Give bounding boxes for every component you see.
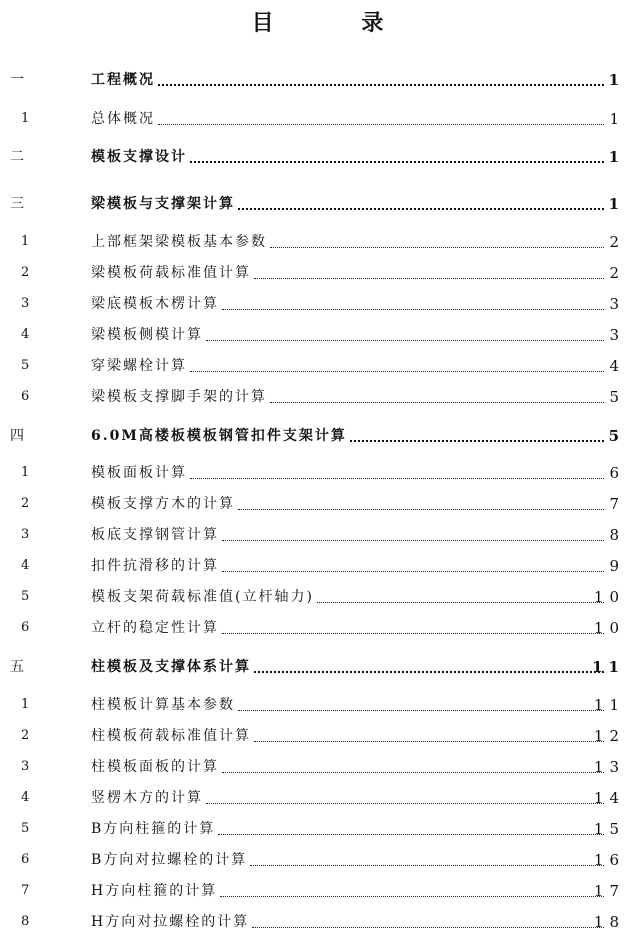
toc-page-number: 2 — [609, 233, 625, 251]
toc-leader-dots — [190, 370, 604, 372]
toc-entry-number: 4 — [21, 558, 30, 573]
toc-leader-dots — [270, 246, 604, 248]
toc-entry-body — [91, 756, 607, 778]
toc-entry-label: 模板面板计算 — [91, 465, 187, 481]
toc-subsection-entry[interactable] — [0, 524, 635, 546]
toc-subsection-entry[interactable] — [0, 231, 635, 253]
toc-entry-body — [91, 193, 607, 215]
toc-leader-dots — [254, 277, 604, 279]
toc-leader-dots — [222, 539, 604, 541]
toc-entry-label: 板底支撑钢管计算 — [91, 527, 219, 543]
toc-entry-label: 模板支架荷载标准值(立杆轴力) — [91, 589, 314, 605]
toc-entry-number: 6 — [21, 852, 30, 867]
toc-entry-body — [91, 818, 607, 840]
toc-entry-number: 3 — [21, 527, 30, 542]
toc-entry-body — [91, 694, 607, 716]
toc-entry-label: H方向柱箍的计算 — [91, 883, 218, 899]
toc-page-number: 3 — [609, 295, 625, 313]
toc-page-number: 12 — [593, 727, 625, 745]
toc-entry-label: 柱模板计算基本参数 — [91, 697, 235, 713]
toc-page-number: 4 — [609, 357, 625, 375]
toc-page-number: 9 — [609, 557, 625, 575]
toc-entry-label: 柱模板及支撑体系计算 — [91, 659, 251, 675]
toc-entry-body — [91, 355, 607, 377]
toc-entry-number: 5 — [21, 821, 30, 836]
toc-entry-label: 梁模板侧模计算 — [91, 327, 203, 343]
toc-page-number: 1 — [609, 110, 625, 128]
toc-entry-body — [91, 493, 607, 515]
toc-entry-number: 8 — [21, 914, 30, 929]
toc-leader-dots — [250, 864, 604, 866]
toc-leader-dots — [206, 339, 604, 341]
toc-subsection-entry[interactable] — [0, 880, 635, 902]
toc-entry-label: 梁模板与支撑架计算 — [91, 196, 235, 212]
toc-section-entry[interactable] — [0, 425, 635, 447]
toc-leader-dots — [254, 670, 604, 673]
toc-entry-number: 2 — [21, 265, 30, 280]
toc-leader-dots — [222, 308, 604, 310]
toc-entry-body — [91, 108, 607, 130]
toc-entry-number: 3 — [21, 296, 30, 311]
toc-entry-body — [91, 656, 607, 678]
toc-leader-dots — [222, 632, 604, 634]
toc-entry-number: 三 — [10, 196, 24, 212]
toc-entry-label: B方向对拉螺栓的计算 — [91, 852, 248, 868]
toc-subsection-entry[interactable] — [0, 911, 635, 933]
toc-entry-body — [91, 69, 607, 91]
toc-leader-dots — [254, 740, 604, 742]
toc-entry-label: 上部框架梁模板基本参数 — [91, 234, 267, 250]
toc-entry-body — [91, 324, 607, 346]
toc-page-number: 1 — [608, 148, 625, 166]
toc-entry-number: 二 — [10, 149, 24, 165]
toc-entry-label: 模板支撑方木的计算 — [91, 496, 235, 512]
toc-entry-label: 穿梁螺栓计算 — [91, 358, 187, 374]
toc-subsection-entry[interactable] — [0, 818, 635, 840]
toc-entry-number: 5 — [21, 589, 30, 604]
toc-page-number: 13 — [593, 758, 625, 776]
toc-page-number: 5 — [609, 388, 625, 406]
toc-leader-dots — [218, 833, 604, 835]
toc-leader-dots — [317, 601, 604, 603]
toc-leader-dots — [238, 207, 604, 210]
toc-section-entry[interactable] — [0, 69, 635, 91]
toc-entry-label: B方向柱箍的计算 — [91, 821, 216, 837]
toc-entry-body — [91, 555, 607, 577]
toc-subsection-entry[interactable] — [0, 756, 635, 778]
toc-entry-number: 一 — [10, 72, 24, 88]
toc-entry-label: H方向对拉螺栓的计算 — [91, 914, 250, 930]
toc-page-number: 10 — [593, 588, 625, 606]
toc-leader-dots — [222, 771, 604, 773]
toc-page-number: 2 — [609, 264, 625, 282]
toc-entry-label: 扣件抗滑移的计算 — [91, 558, 219, 574]
toc-entry-body — [91, 586, 607, 608]
toc-entry-number: 1 — [21, 465, 30, 480]
toc-leader-dots — [270, 401, 604, 403]
toc-entry-body — [91, 293, 607, 315]
toc-subsection-entry[interactable] — [0, 617, 635, 639]
toc-subsection-entry[interactable] — [0, 493, 635, 515]
toc-entry-body — [91, 849, 607, 871]
page-title: 目 录 — [251, 10, 424, 36]
toc-entry-body — [91, 462, 607, 484]
toc-page-number: 15 — [593, 820, 625, 838]
toc-entry-number: 6 — [21, 389, 30, 404]
toc-page-number: 14 — [593, 789, 625, 807]
toc-entry-number: 五 — [10, 659, 24, 675]
toc-subsection-entry[interactable] — [0, 849, 635, 871]
toc-entry-number: 1 — [21, 111, 30, 126]
toc-page-number: 17 — [593, 882, 625, 900]
toc-subsection-entry[interactable] — [0, 324, 635, 346]
toc-leader-dots — [158, 83, 604, 86]
toc-subsection-entry[interactable] — [0, 386, 635, 408]
toc-entry-number: 7 — [21, 883, 30, 898]
toc-subsection-entry[interactable] — [0, 725, 635, 747]
toc-entry-label: 梁底模板木楞计算 — [91, 296, 219, 312]
toc-entry-label: 竖楞木方的计算 — [91, 790, 203, 806]
toc-leader-dots — [220, 895, 604, 897]
toc-entry-body — [91, 386, 607, 408]
toc-subsection-entry[interactable] — [0, 108, 635, 130]
toc-entry-label: 梁模板荷载标准值计算 — [91, 265, 251, 281]
toc-entry-body — [91, 617, 607, 639]
toc-entry-number: 4 — [21, 790, 30, 805]
toc-entry-number: 6 — [21, 620, 30, 635]
toc-entry-label: 总体概况 — [91, 111, 155, 127]
toc-entry-number: 1 — [21, 234, 30, 249]
toc-entry-body — [91, 146, 607, 168]
toc-entry-label: 工程概况 — [91, 72, 155, 88]
toc-page-number: 5 — [608, 427, 625, 445]
toc-entry-number: 4 — [21, 327, 30, 342]
toc-entry-label: 柱模板荷载标准值计算 — [91, 728, 251, 744]
toc-entry-label: 模板支撑设计 — [91, 149, 187, 165]
toc-entry-number: 2 — [21, 496, 30, 511]
toc-subsection-entry[interactable] — [0, 355, 635, 377]
toc-entry-body — [91, 911, 607, 933]
toc-page-number: 6 — [609, 464, 625, 482]
toc-subsection-entry[interactable] — [0, 586, 635, 608]
toc-subsection-entry[interactable] — [0, 462, 635, 484]
toc-leader-dots — [206, 802, 604, 804]
toc-section-entry[interactable] — [0, 193, 635, 215]
toc-entry-body — [91, 524, 607, 546]
toc-entry-label: 立杆的稳定性计算 — [91, 620, 219, 636]
toc-subsection-entry[interactable] — [0, 262, 635, 284]
toc-entry-body — [91, 880, 607, 902]
toc-entry-number: 3 — [21, 759, 30, 774]
toc-entry-body — [91, 725, 607, 747]
toc-entry-label: 6.0M高楼板模板钢管扣件支架计算 — [91, 428, 347, 444]
toc-entry-body — [91, 231, 607, 253]
toc-leader-dots — [238, 508, 604, 510]
toc-page-number: 1 — [608, 195, 625, 213]
toc-entry-number: 1 — [21, 697, 30, 712]
toc-entry-label: 柱模板面板的计算 — [91, 759, 219, 775]
toc-leader-dots — [222, 570, 604, 572]
toc-leader-dots — [158, 123, 604, 125]
toc-page-number: 7 — [609, 495, 625, 513]
toc-subsection-entry[interactable] — [0, 555, 635, 577]
toc-entry-number: 5 — [21, 358, 30, 373]
toc-leader-dots — [190, 160, 604, 163]
toc-page-number: 18 — [593, 913, 625, 931]
toc-leader-dots — [350, 439, 604, 442]
toc-section-entry[interactable] — [0, 656, 635, 678]
toc-entry-body — [91, 787, 607, 809]
toc-page-number: 11 — [592, 658, 625, 676]
toc-page-number: 3 — [609, 326, 625, 344]
toc-subsection-entry[interactable] — [0, 293, 635, 315]
toc-page-number: 10 — [593, 619, 625, 637]
toc-page-number: 16 — [593, 851, 625, 869]
toc-leader-dots — [238, 709, 604, 711]
toc-page-number: 8 — [609, 526, 625, 544]
toc-leader-dots — [190, 477, 604, 479]
toc-section-entry[interactable] — [0, 146, 635, 168]
toc-entry-number: 四 — [10, 428, 24, 444]
toc-entry-label: 梁模板支撑脚手架的计算 — [91, 389, 267, 405]
toc-page-number: 1 — [608, 71, 625, 89]
toc-entry-body — [91, 425, 607, 447]
toc-entry-number: 2 — [21, 728, 30, 743]
toc-leader-dots — [252, 926, 604, 928]
toc-page-number: 11 — [593, 696, 625, 714]
toc-subsection-entry[interactable] — [0, 694, 635, 716]
toc-subsection-entry[interactable] — [0, 787, 635, 809]
toc-entry-body — [91, 262, 607, 284]
